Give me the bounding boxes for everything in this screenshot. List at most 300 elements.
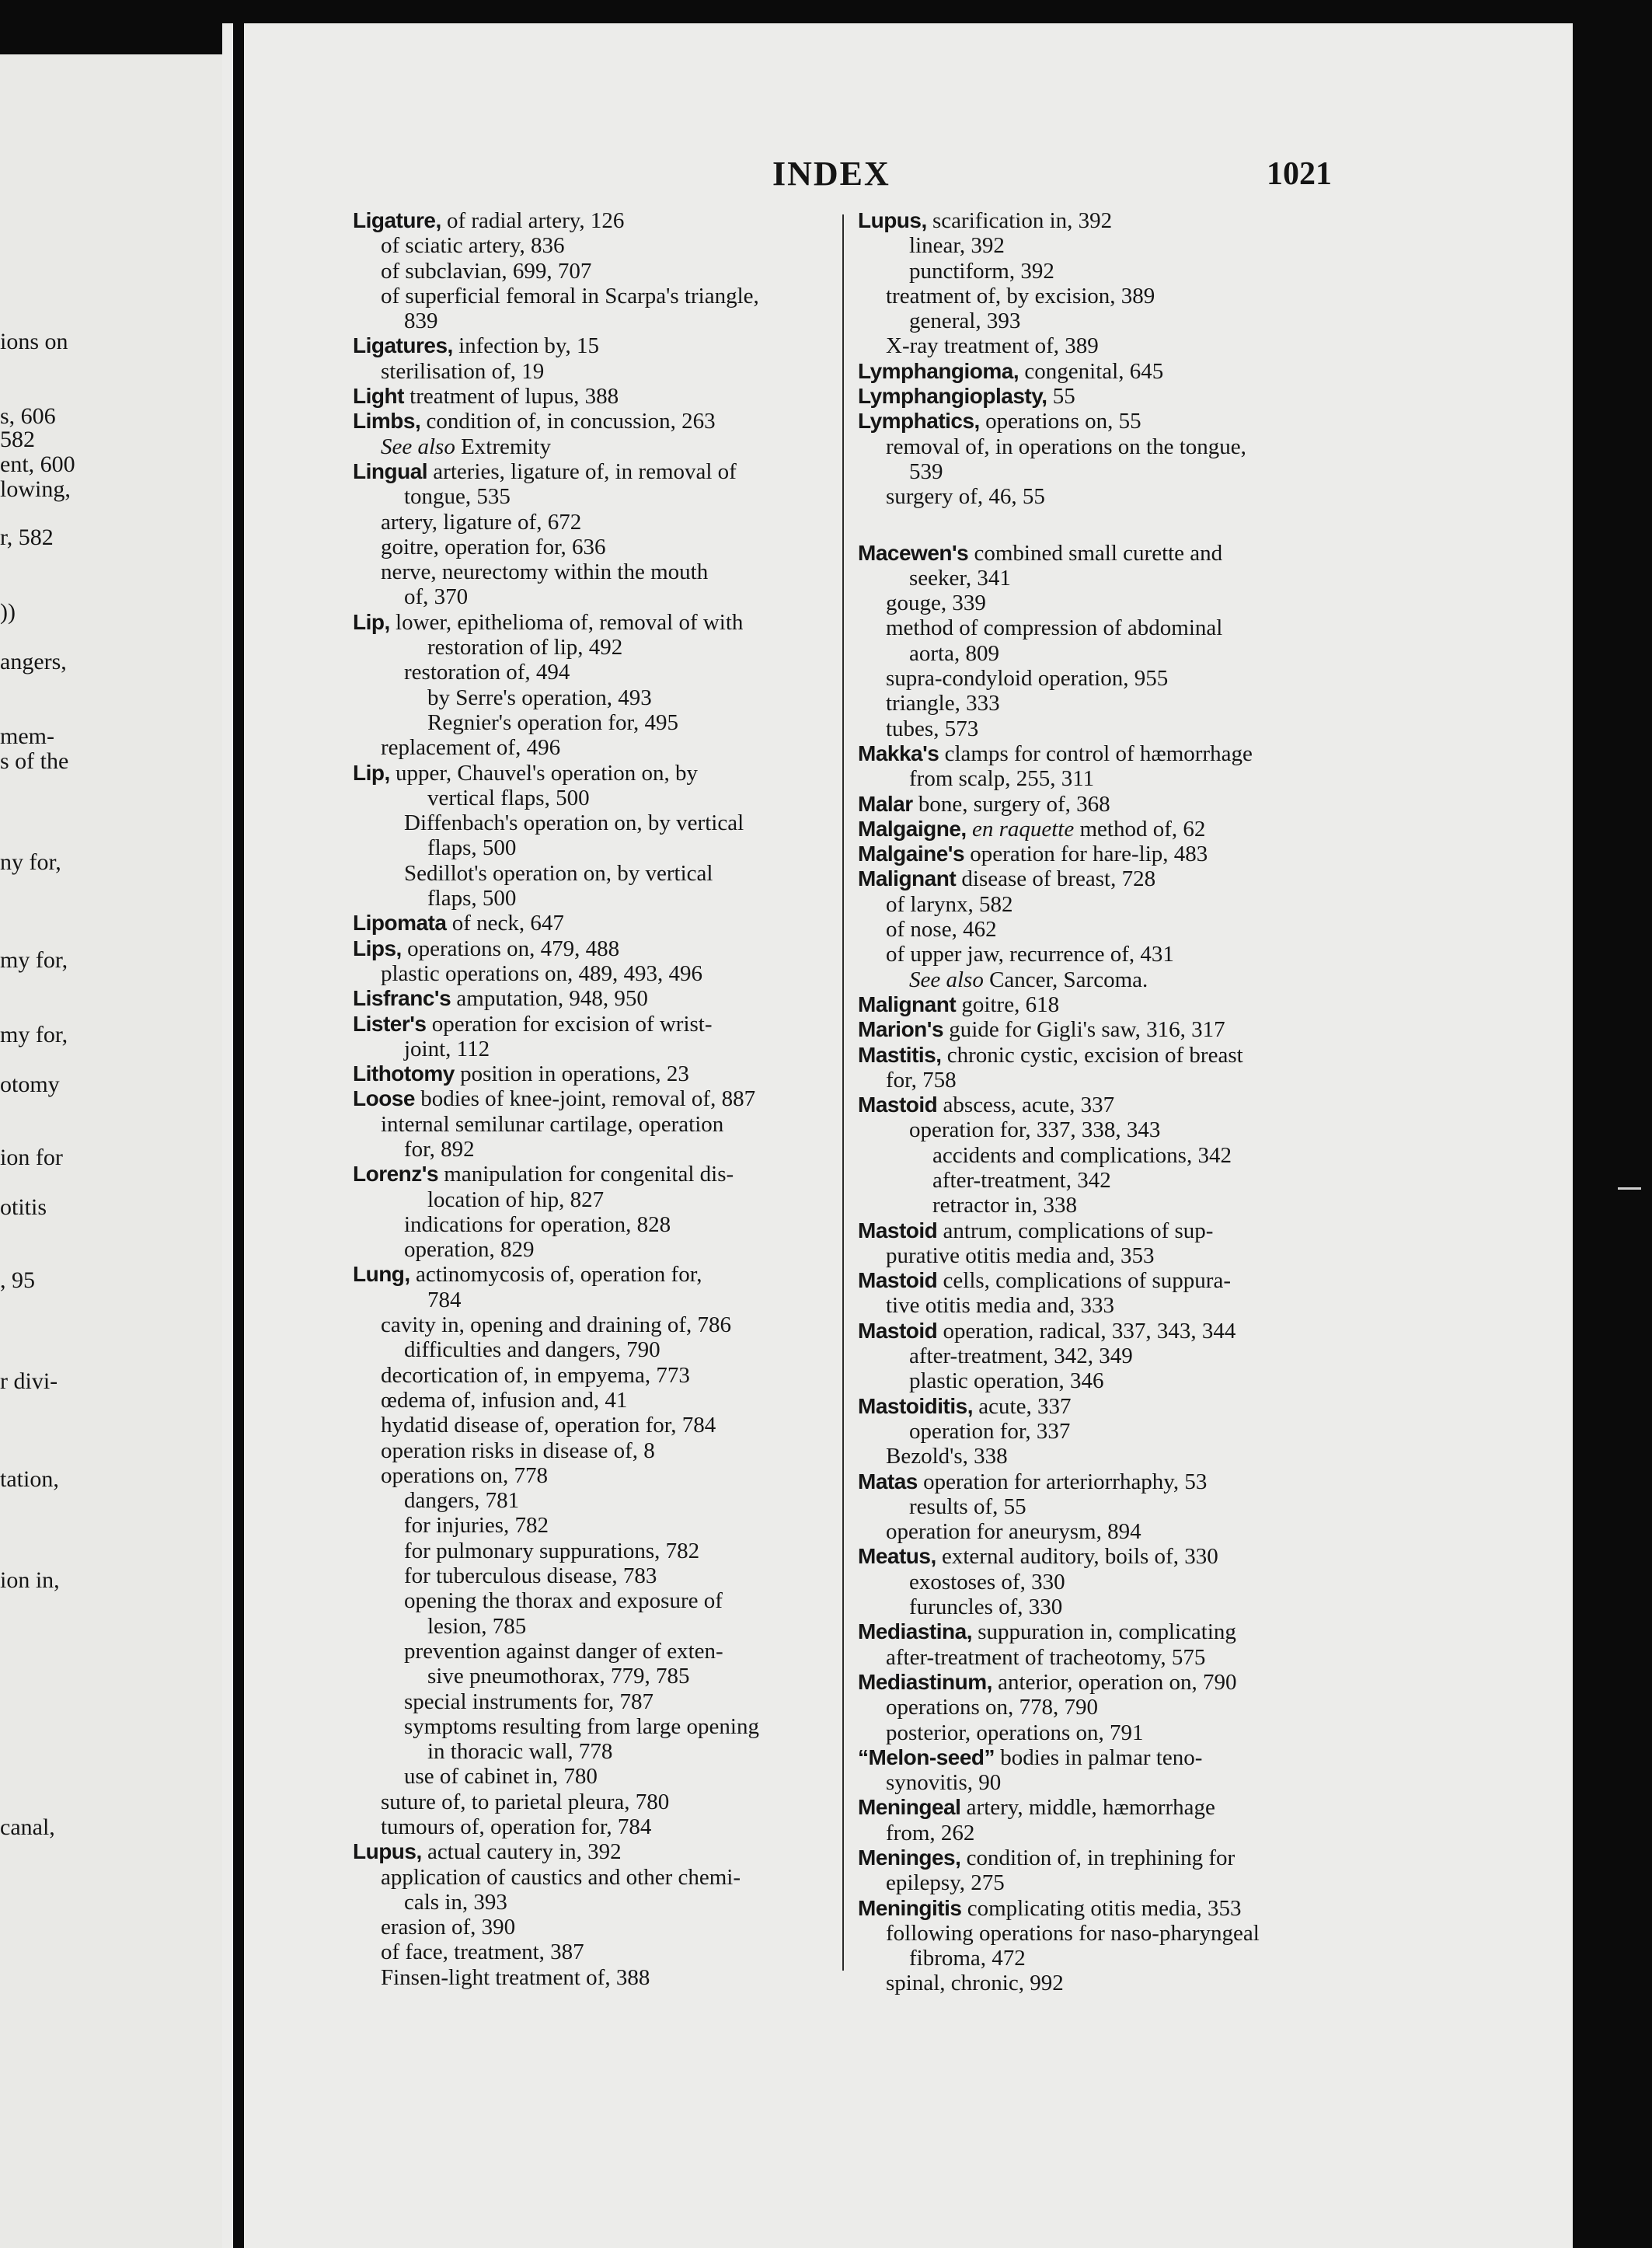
- index-headword: Lister's: [353, 1011, 427, 1036]
- index-headword: Lithotomy: [353, 1061, 455, 1086]
- index-subentry: [353, 1940, 835, 1964]
- index-subentry: [858, 434, 1363, 459]
- index-text: actinomycosis of, operation for,: [410, 1262, 702, 1288]
- index-subentry: [353, 1639, 835, 1664]
- index-subentry: [858, 1921, 1363, 1946]
- index-subentry: [353, 584, 835, 609]
- left-page-fragment: lowing,: [0, 476, 71, 502]
- index-text: opening the thorax and exposure of: [404, 1588, 723, 1614]
- index-entry: [858, 1745, 1363, 1770]
- index-subentry: [353, 1539, 835, 1563]
- index-text: of neck, 647: [446, 911, 564, 936]
- index-entry: [858, 1896, 1363, 1921]
- left-page-fragment: mem-: [0, 723, 54, 749]
- index-entry: [353, 459, 835, 484]
- index-text: after-treatment, 342, 349: [909, 1344, 1133, 1369]
- index-headword: Meningitis: [858, 1895, 962, 1920]
- index-text: from, 262: [886, 1820, 975, 1845]
- index-text: clamps for control of hæmorrhage: [939, 741, 1253, 766]
- index-subentry: [353, 1814, 835, 1839]
- index-text: bodies of knee-joint, removal of, 887: [414, 1086, 756, 1112]
- index-subentry: [353, 559, 835, 584]
- index-headword: Matas: [858, 1469, 918, 1493]
- index-entry: [858, 1795, 1363, 1820]
- index-entry: [858, 1043, 1363, 1068]
- index-text: triangle, 333: [886, 691, 1000, 716]
- index-subentry: [353, 1337, 835, 1362]
- index-subentry: [858, 967, 1363, 992]
- index-headword: Lip,: [353, 760, 390, 785]
- index-subentry: [858, 1870, 1363, 1895]
- index-text: of nose, 462: [886, 917, 997, 943]
- index-text: congenital, 645: [1019, 358, 1164, 384]
- index-subentry: [858, 666, 1363, 691]
- index-text: sterilisation of, 19: [381, 358, 545, 384]
- index-italic: en raquette: [966, 816, 1075, 842]
- left-page-fragment: s of the: [0, 748, 69, 774]
- index-text: furuncles of, 330: [909, 1595, 1063, 1620]
- index-subentry: [858, 1193, 1363, 1218]
- index-subentry: [353, 1488, 835, 1513]
- index-text: surgery of, 46, 55: [886, 484, 1045, 510]
- index-headword: Makka's: [858, 741, 939, 765]
- index-headword: Mastoid: [858, 1218, 938, 1242]
- index-text: tumours of, operation for, 784: [381, 1814, 652, 1839]
- index-text: of subclavian, 699, 707: [381, 258, 592, 284]
- index-text: of, 370: [404, 584, 469, 610]
- index-text: use of cabinet in, 780: [404, 1764, 598, 1790]
- index-text: guide for Gigli's saw, 316, 317: [943, 1017, 1225, 1043]
- index-text: artery, middle, hæmorrhage: [960, 1795, 1215, 1821]
- index-subentry: [353, 1764, 835, 1789]
- index-text: œdema of, infusion and, 41: [381, 1387, 628, 1413]
- index-text: following operations for naso-pharyngeal: [886, 1920, 1260, 1946]
- index-subentry: [858, 641, 1363, 666]
- left-page-fragment: otomy: [0, 1072, 60, 1097]
- index-text: replacement of, 496: [381, 735, 561, 761]
- index-text: after-treatment, 342: [932, 1167, 1111, 1193]
- index-subentry: [353, 510, 835, 535]
- index-headword: Lipomata: [353, 911, 447, 936]
- left-page-fragment: s, 606: [0, 403, 56, 429]
- left-page-fragment: )): [0, 599, 16, 625]
- index-entry: [858, 1319, 1363, 1344]
- index-text: synovitis, 90: [886, 1770, 1002, 1796]
- index-text: antrum, complications of sup-: [937, 1218, 1214, 1243]
- index-subentry: [858, 1695, 1363, 1720]
- index-subentry: [353, 359, 835, 384]
- left-page-fragment: otitis: [0, 1194, 47, 1220]
- index-text: external auditory, boils of, 330: [936, 1544, 1218, 1570]
- index-text: after-treatment of tracheotomy, 575: [886, 1644, 1206, 1670]
- index-entry: [858, 792, 1363, 817]
- index-subentry: [353, 1664, 835, 1689]
- index-text: bodies in palmar teno-: [995, 1744, 1203, 1770]
- index-subentry: [353, 810, 835, 835]
- index-text: operation, 829: [404, 1237, 535, 1263]
- index-subentry: [858, 942, 1363, 967]
- index-subentry: [353, 886, 835, 911]
- index-text: symptoms resulting from large opening: [404, 1713, 759, 1739]
- left-page-fragment: ent, 600: [0, 451, 75, 477]
- left-page-fragment: angers,: [0, 649, 67, 674]
- index-entry: [858, 384, 1363, 409]
- index-text: Diffenbach's operation on, by vertical: [404, 810, 744, 836]
- index-text: artery, ligature of, 672: [381, 509, 582, 535]
- index-subentry: [858, 1143, 1363, 1168]
- index-subentry: [858, 691, 1363, 716]
- index-text: amputation, 948, 950: [451, 986, 648, 1012]
- index-text: restoration of, 494: [404, 660, 570, 685]
- index-headword: Malgaigne,: [858, 816, 967, 841]
- index-subentry: [353, 1614, 835, 1639]
- index-subentry: [353, 1563, 835, 1588]
- index-text: of larynx, 582: [886, 891, 1013, 917]
- index-entry: [858, 842, 1363, 866]
- index-text: Regnier's operation for, 495: [427, 709, 678, 735]
- index-headword: Mastoid: [858, 1268, 938, 1293]
- index-subentry: [858, 1645, 1363, 1670]
- index-subentry: [353, 434, 835, 459]
- index-subentry: [353, 1137, 835, 1162]
- index-subentry: [858, 1368, 1363, 1393]
- index-text: Cancer, Sarcoma.: [983, 967, 1148, 992]
- index-text: bone, surgery of, 368: [912, 791, 1110, 817]
- index-text: sive pneumothorax, 779, 785: [427, 1664, 690, 1689]
- index-subentry: [353, 635, 835, 660]
- index-text: condition of, in trephining for: [960, 1845, 1236, 1870]
- index-subentry: [353, 1463, 835, 1488]
- index-text: operation, radical, 337, 343, 344: [937, 1318, 1236, 1344]
- index-text: treatment of, by excision, 389: [886, 283, 1155, 308]
- index-subentry: [858, 459, 1363, 484]
- index-text: flaps, 500: [427, 886, 517, 911]
- index-entry: [353, 1162, 835, 1187]
- index-headword: Mastitis,: [858, 1042, 942, 1067]
- index-text: plastic operations on, 489, 493, 496: [381, 960, 703, 986]
- index-subentry: [353, 1388, 835, 1413]
- index-text: operation for, 337, 338, 343: [909, 1117, 1161, 1143]
- index-text: fibroma, 472: [909, 1946, 1026, 1971]
- index-text: abscess, acute, 337: [937, 1093, 1115, 1118]
- index-subentry: [858, 1720, 1363, 1745]
- scan-border-right: [1573, 0, 1652, 2248]
- index-text: infection by, 15: [452, 333, 600, 359]
- index-text: operation for aneurysm, 894: [886, 1519, 1141, 1545]
- index-subentry: [353, 1965, 835, 1990]
- index-text: operation for, 337: [909, 1418, 1071, 1444]
- index-subentry: [353, 1312, 835, 1337]
- index-subentry: [858, 1344, 1363, 1368]
- index-column-right: [858, 208, 1363, 1996]
- index-entry: [353, 986, 835, 1011]
- index-subentry: [858, 1068, 1363, 1093]
- index-text: suppuration in, complicating: [971, 1619, 1236, 1645]
- left-page-edge: [0, 54, 233, 2248]
- column-divider: [842, 214, 844, 1971]
- index-headword: Lips,: [353, 936, 402, 960]
- index-subentry: [858, 917, 1363, 942]
- index-subentry: [353, 1363, 835, 1388]
- index-subentry: [858, 1168, 1363, 1193]
- index-entry: [353, 1839, 835, 1864]
- index-text: operation for arteriorrhaphy, 53: [917, 1469, 1208, 1494]
- index-subentry: [858, 591, 1363, 615]
- index-text: 55: [1047, 384, 1075, 410]
- index-subentry: [353, 308, 835, 333]
- index-subentry: [858, 308, 1363, 333]
- index-entry: [353, 610, 835, 635]
- index-subentry: [858, 1117, 1363, 1142]
- index-text: upper, Chauvel's operation on, by: [389, 760, 699, 786]
- index-subentry: [353, 660, 835, 685]
- index-entry: [353, 384, 835, 409]
- index-subentry: [858, 1971, 1363, 1995]
- index-entry: [353, 1262, 835, 1287]
- book-gutter: [233, 0, 244, 2248]
- index-text: operations on, 479, 488: [401, 936, 620, 961]
- index-subentry: [353, 1037, 835, 1061]
- index-text: purative otitis media and, 353: [886, 1242, 1155, 1268]
- index-entry: [858, 1845, 1363, 1870]
- index-text: from scalp, 255, 311: [909, 766, 1095, 792]
- index-subentry: [858, 566, 1363, 591]
- index-text: 839: [404, 308, 438, 334]
- index-text: 784: [427, 1287, 462, 1312]
- index-subentry: [353, 1790, 835, 1814]
- index-subentry: [353, 961, 835, 986]
- index-text: location of hip, 827: [427, 1187, 605, 1212]
- index-headword: Mediastinum,: [858, 1669, 992, 1694]
- index-text: dangers, 781: [404, 1488, 520, 1514]
- index-text: for pulmonary suppurations, 782: [404, 1538, 700, 1563]
- index-headword: Macewen's: [858, 540, 969, 565]
- left-page-fragment: 582: [0, 427, 35, 452]
- left-page-fragment: ny for,: [0, 849, 61, 875]
- index-text: application of caustics and other chemi-: [381, 1864, 741, 1890]
- index-subentry: [858, 1519, 1363, 1544]
- index-subentry: [353, 1112, 835, 1137]
- index-subentry: [353, 786, 835, 810]
- index-subentry: [858, 233, 1363, 258]
- index-text: treatment of lupus, 388: [403, 384, 619, 410]
- index-entry: [353, 208, 835, 233]
- index-headword: Malignant: [858, 866, 957, 891]
- index-text: of superficial femoral in Scarpa's triangle,: [381, 283, 759, 308]
- index-subentry: [353, 861, 835, 886]
- index-entry: [858, 1544, 1363, 1569]
- index-subentry: [353, 1413, 835, 1438]
- index-subentry: [858, 1770, 1363, 1795]
- index-subentry: [858, 892, 1363, 917]
- index-text: anterior, operation on, 790: [992, 1669, 1237, 1695]
- index-headword: Lupus,: [858, 208, 927, 232]
- index-entry: [353, 911, 835, 936]
- index-text: tubes, 573: [886, 716, 979, 741]
- index-headword: Malgaine's: [858, 842, 965, 866]
- index-entry: [353, 1086, 835, 1111]
- index-page: [222, 23, 1573, 2248]
- index-text: condition of, in concussion, 263: [420, 409, 716, 434]
- index-text: combined small curette and: [968, 540, 1223, 566]
- index-text: cals in, 393: [404, 1889, 507, 1915]
- index-headword: Malignant: [858, 992, 957, 1016]
- index-headword: Limbs,: [353, 409, 421, 434]
- index-subentry: [353, 1237, 835, 1262]
- index-italic: See also: [381, 434, 455, 459]
- index-text: operations on, 778: [381, 1462, 549, 1488]
- left-page-fragment: r divi-: [0, 1368, 58, 1394]
- index-text: cells, complications of suppura-: [937, 1268, 1231, 1294]
- left-page-fragment: ions on: [0, 329, 68, 354]
- index-subentry: [858, 1821, 1363, 1845]
- index-text: acute, 337: [973, 1393, 1072, 1419]
- index-headword: Lupus,: [353, 1839, 422, 1864]
- index-subentry: [353, 685, 835, 710]
- index-entry: [858, 1394, 1363, 1419]
- index-text: lower, epithelioma of, removal of with: [389, 609, 744, 635]
- index-text: punctiform, 392: [909, 258, 1054, 284]
- index-text: accidents and complications, 342: [932, 1142, 1232, 1168]
- index-text: suture of, to parietal pleura, 780: [381, 1789, 670, 1814]
- index-subentry: [353, 710, 835, 735]
- index-text: epilepsy, 275: [886, 1870, 1005, 1896]
- index-column-left: [353, 208, 835, 1990]
- index-text: erasion of, 390: [381, 1915, 516, 1940]
- index-text: actual cautery in, 392: [421, 1839, 622, 1865]
- index-subentry: [858, 1494, 1363, 1519]
- index-text: internal semilunar cartilage, operation: [381, 1111, 724, 1137]
- index-subentry: [858, 484, 1363, 509]
- index-entry: [858, 1093, 1363, 1117]
- index-headword: Lip,: [353, 609, 390, 634]
- index-entry: [858, 1619, 1363, 1644]
- index-entry: [353, 761, 835, 786]
- index-entry: [353, 1012, 835, 1037]
- index-subentry: [353, 1739, 835, 1764]
- index-subentry: [353, 1915, 835, 1940]
- index-subentry: [353, 535, 835, 559]
- index-text: posterior, operations on, 791: [886, 1720, 1144, 1745]
- index-headword: Lorenz's: [353, 1162, 439, 1187]
- index-subentry: [858, 1419, 1363, 1444]
- index-entry: [858, 741, 1363, 766]
- index-text: operation for hare-lip, 483: [964, 842, 1208, 867]
- index-entry: [858, 817, 1363, 842]
- index-text: arteries, ligature of, in removal of: [427, 458, 737, 484]
- index-text: Sedillot's operation on, by vertical: [404, 860, 713, 886]
- index-text: scarification in, 392: [926, 208, 1113, 233]
- index-subentry: [353, 233, 835, 258]
- index-headword: Lymphangioplasty,: [858, 384, 1047, 409]
- index-headword: Meninges,: [858, 1845, 961, 1870]
- left-page-fragment: tation,: [0, 1466, 59, 1492]
- index-text: linear, 392: [909, 233, 1005, 259]
- index-subentry: [353, 284, 835, 308]
- index-subentry: [353, 1513, 835, 1538]
- index-entry: [858, 992, 1363, 1017]
- index-headword: Mediastina,: [858, 1619, 972, 1644]
- index-entry: [858, 866, 1363, 891]
- index-subentry: [858, 1570, 1363, 1595]
- index-headword: Mastoid: [858, 1318, 938, 1343]
- index-subentry: [353, 1714, 835, 1739]
- index-text: method of, 62: [1074, 816, 1206, 842]
- index-text: operations on, 778, 790: [886, 1695, 1099, 1720]
- index-headword: Lymphangioma,: [858, 358, 1019, 383]
- index-text: for, 758: [886, 1067, 957, 1093]
- index-subentry: [858, 716, 1363, 741]
- index-text: general, 393: [909, 308, 1021, 334]
- index-headword: Ligatures,: [353, 333, 453, 358]
- index-text: of upper jaw, recurrence of, 431: [886, 942, 1174, 967]
- index-text: exostoses of, 330: [909, 1569, 1065, 1595]
- index-text: goitre, operation for, 636: [381, 534, 606, 559]
- index-text: method of compression of abdominal: [886, 615, 1223, 641]
- left-page-fragment: ion in,: [0, 1567, 60, 1593]
- index-entry: [858, 1017, 1363, 1042]
- index-subentry: [353, 735, 835, 760]
- index-subentry: [353, 1890, 835, 1915]
- index-headword: Malar: [858, 791, 913, 816]
- index-text: tongue, 535: [404, 484, 511, 510]
- index-subentry: [858, 1243, 1363, 1268]
- index-headword: Mastoiditis,: [858, 1393, 974, 1418]
- index-text: by Serre's operation, 493: [427, 685, 652, 710]
- index-text: vertical flaps, 500: [427, 785, 590, 810]
- index-text: in thoracic wall, 778: [427, 1739, 613, 1765]
- index-text: spinal, chronic, 992: [886, 1971, 1064, 1996]
- index-text: operation for excision of wrist-: [426, 1011, 713, 1037]
- index-text: X-ray treatment of, 389: [886, 333, 1099, 359]
- index-subentry: [353, 835, 835, 860]
- left-page-fragment: my for,: [0, 1022, 68, 1047]
- index-text: decortication of, in empyema, 773: [381, 1362, 690, 1388]
- index-text: operations on, 55: [979, 409, 1141, 434]
- index-text: for tuberculous disease, 783: [404, 1563, 657, 1589]
- index-text: special instruments for, 787: [404, 1689, 653, 1714]
- left-page-fragment: canal,: [0, 1814, 55, 1840]
- index-subentry: [858, 333, 1363, 358]
- index-subentry: [353, 1212, 835, 1237]
- index-subentry: [858, 259, 1363, 284]
- index-text: goitre, 618: [956, 992, 1060, 1017]
- index-text: of sciatic artery, 836: [381, 233, 565, 259]
- left-page-fragment: , 95: [0, 1267, 35, 1293]
- index-headword: Mastoid: [858, 1093, 938, 1117]
- index-text: joint, 112: [404, 1036, 490, 1061]
- left-page-fragment: my for,: [0, 947, 68, 973]
- index-subentry: [353, 259, 835, 284]
- index-entry: [858, 1469, 1363, 1494]
- index-subentry: [858, 1444, 1363, 1469]
- index-text: plastic operation, 346: [909, 1368, 1104, 1394]
- index-headword: Marion's: [858, 1017, 944, 1042]
- index-text: operation risks in disease of, 8: [381, 1438, 655, 1463]
- index-subentry: [353, 1187, 835, 1212]
- index-headword: Lingual: [353, 458, 428, 483]
- index-subentry: [353, 1588, 835, 1613]
- index-subentry: [858, 1595, 1363, 1619]
- index-text: difficulties and dangers, 790: [404, 1337, 660, 1363]
- index-text: of radial artery, 126: [441, 208, 625, 233]
- index-text: Finsen-light treatment of, 388: [381, 1964, 650, 1990]
- index-text: position in operations, 23: [454, 1061, 689, 1087]
- index-text: chronic cystic, excision of breast: [941, 1042, 1243, 1068]
- index-text: for injuries, 782: [404, 1513, 549, 1539]
- index-text: restoration of lip, 492: [427, 635, 623, 660]
- index-text: of face, treatment, 387: [381, 1940, 584, 1965]
